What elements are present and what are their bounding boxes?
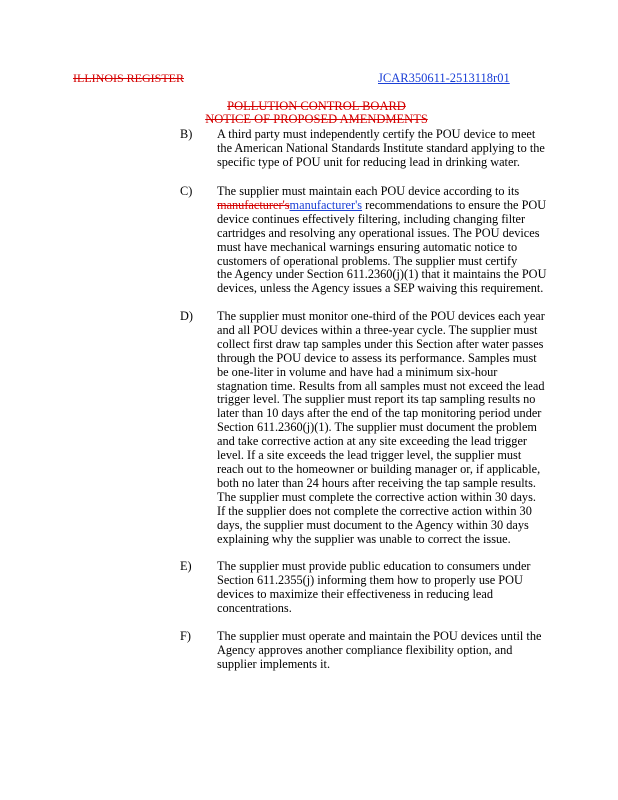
- item-text: [217, 185, 582, 296]
- item-label: B): [180, 127, 193, 141]
- text-line: devices to maximize their effectiveness in reducing lead: [217, 586, 494, 601]
- text-line: If the supplier does not complete the corrective action within 30: [217, 503, 532, 518]
- text-line: trigger level. The supplier must report its tap sampling results no: [217, 392, 536, 407]
- text-line: the Agency under Section 611.2360(j)(1) that it maintains the POU: [217, 267, 547, 282]
- text-line: through the POU device to assess its performance. Samples must: [217, 350, 537, 365]
- text-line: device continues effectively filtering, including changing filter: [217, 211, 526, 226]
- text-run: recommendations to ensure the POU: [362, 197, 547, 212]
- item-text: [217, 630, 582, 672]
- text-line: level. If a site exceeds the lead trigger level, the supplier must: [217, 448, 522, 463]
- jcar-reference-link[interactable]: JCAR350611-2513118r01: [378, 71, 510, 85]
- text-line: both no later than 24 hours after receiving the tap sample results.: [217, 475, 536, 490]
- item-text: [217, 310, 582, 546]
- text-line: concentrations.: [217, 600, 292, 615]
- text-line: The supplier must monitor one-third of the POU devices each year: [217, 309, 545, 323]
- item-text: [217, 128, 582, 170]
- text-line: reach out to the homeowner or building manager or, if applicable,: [217, 461, 541, 476]
- item-text: [217, 560, 582, 616]
- text-line: devices, unless the Agency issues a SEP waiving this requirement.: [217, 281, 544, 296]
- text-line: Agency approves another compliance flexibility option, and: [217, 642, 513, 657]
- text-line: days, the supplier must document to the Agency within 30 days: [217, 517, 529, 532]
- text-line: collect first draw tap samples under this Section after water passes: [217, 336, 544, 351]
- text-line: The supplier must provide public education to consumers under: [217, 559, 531, 573]
- text-line: and all POU devices within a three-year cycle. The supplier must: [217, 322, 538, 337]
- deleted-text: manufacturer's: [217, 197, 290, 212]
- text-line-with-edit: [217, 199, 582, 213]
- text-line: and take corrective action at any site exceeding the lead trigger: [217, 434, 528, 449]
- text-line: The supplier must operate and maintain the POU devices until the: [217, 629, 542, 643]
- register-header: ILLINOIS REGISTER: [73, 71, 184, 85]
- notice-title: NOTICE OF PROPOSED AMENDMENTS: [205, 112, 428, 126]
- text-line: The supplier must maintain each POU device according to its: [217, 184, 520, 198]
- item-label: F): [180, 629, 191, 643]
- text-line: A third party must independently certify the POU device to meet: [217, 127, 536, 141]
- inserted-text: manufacturer's: [289, 197, 363, 212]
- text-line: customers of operational problems. The supplier must certify: [217, 253, 518, 268]
- text-line: cartridges and resolving any operational issues. The POU devices: [217, 225, 540, 240]
- text-line: stagnation time. Results from all samples must not exceed the lead: [217, 378, 545, 393]
- text-line: be one-liter in volume and have had a minimum six-hour: [217, 364, 498, 379]
- agency-title: POLLUTION CONTROL BOARD: [227, 99, 406, 113]
- text-line: Section 611.2360(j)(1). The supplier must document the problem: [217, 420, 538, 435]
- item-label: C): [180, 184, 193, 198]
- text-line: specific type of POU unit for reducing lead in drinking water.: [217, 154, 520, 169]
- item-label: D): [180, 309, 193, 323]
- text-line: must have mechanical warnings ensuring automatic notice to: [217, 239, 518, 254]
- text-line: later than 10 days after the end of the tap monitoring period under: [217, 406, 542, 421]
- text-line: Section 611.2355(j) informing them how to properly use POU: [217, 572, 523, 587]
- text-line: the American National Standards Institute standard applying to the: [217, 140, 545, 155]
- item-label: E): [180, 559, 192, 573]
- text-line: explaining why the supplier was unable to correct the issue.: [217, 531, 511, 546]
- text-line: The supplier must complete the corrective action within 30 days.: [217, 489, 536, 504]
- text-line: supplier implements it.: [217, 656, 331, 671]
